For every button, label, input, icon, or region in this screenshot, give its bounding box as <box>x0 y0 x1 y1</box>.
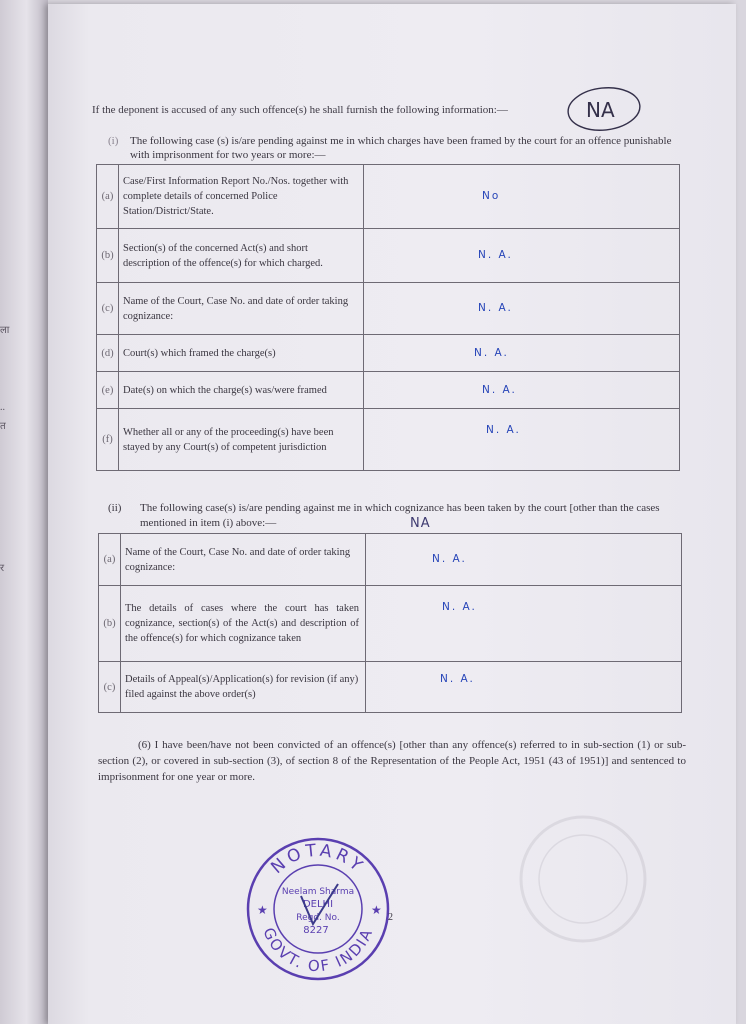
document-page <box>48 4 736 1024</box>
row-description: Name of the Court, Case No. and date of order taking cognizance: <box>119 283 364 335</box>
row-label: (b) <box>99 586 121 662</box>
paragraph-6-conviction: (6) I have been/have not been convicted of an offence(s) [other than any offence(s) referred to in sub-section (1) or sub-section (2), or covered in sub-section (3), of section 8 of the Representation of the People Act, 1951 (43 of 1951)] and sentenced to imprisonment for one year or more. <box>98 739 686 783</box>
row-label: (d) <box>97 335 119 372</box>
row-description: The details of cases where the court has taken cognizance, section(s) of the Act(s) and description of the offence(s) for which cognizance taken <box>121 586 366 662</box>
row-description: Date(s) on which the charge(s) was/were framed <box>119 372 364 409</box>
row-value <box>366 534 682 586</box>
item-i-number: (i) <box>108 135 119 147</box>
row-value <box>364 335 680 372</box>
adjacent-page-edge <box>0 0 48 1024</box>
row-label: (e) <box>97 372 119 409</box>
handwritten-value: N. A. <box>482 383 517 396</box>
table-row <box>97 165 680 229</box>
svg-text:★: ★ <box>371 903 382 917</box>
na-circled-annotation <box>564 84 642 134</box>
pending-charges-table <box>96 164 680 471</box>
handwritten-value: N. A. <box>478 302 513 314</box>
row-value <box>364 165 680 229</box>
handwritten-value: N. A. <box>474 346 509 359</box>
stamp-name: Neelam Sharma <box>281 887 355 897</box>
handwritten-value: N. A. <box>442 601 477 613</box>
stamp-place: DELHI <box>302 899 334 910</box>
row-description: Court(s) which framed the charge(s) <box>119 335 364 372</box>
row-label: (a) <box>99 534 121 586</box>
row-label: (f) <box>97 409 119 471</box>
table-row <box>97 409 680 471</box>
handwritten-value: N. A. <box>432 553 467 565</box>
row-value <box>364 409 680 471</box>
handwritten-value: N. A. <box>478 249 513 261</box>
notary-stamp <box>243 834 393 984</box>
row-label: (c) <box>97 283 119 335</box>
row-value <box>366 586 682 662</box>
table-row <box>97 372 680 409</box>
table-row <box>99 662 682 713</box>
row-value <box>364 283 680 335</box>
adjacent-page-fragment: र <box>0 563 5 574</box>
row-label: (b) <box>97 229 119 283</box>
row-description: Case/First Information Report No./Nos. together with complete details of concerned Police Station/District/State. <box>119 165 364 229</box>
row-label: (a) <box>97 165 119 229</box>
intro-text: If the deponent is accused of any such offence(s) he shall furnish the following information:— <box>92 104 508 116</box>
row-value <box>364 372 680 409</box>
row-description: Section(s) of the concerned Act(s) and short description of the offence(s) for which charged. <box>119 229 364 283</box>
svg-text:★: ★ <box>257 903 268 917</box>
item-i-text: The following case (s) is/are pending against me in which charges have been framed by the court for an offence punishable with imprisonment for two years or more:— <box>130 135 672 161</box>
stamp-regd: Regd. No. <box>296 913 340 923</box>
table-row <box>97 229 680 283</box>
row-description: Name of the Court, Case No. and date of order taking cognizance: <box>121 534 366 586</box>
row-description: Whether all or any of the proceeding(s) have been stayed by any Court(s) of competent jurisdiction <box>119 409 364 471</box>
row-value <box>366 662 682 713</box>
handwritten-value: N. A. <box>440 673 475 685</box>
cognizance-cases-table <box>98 533 682 713</box>
stamp-top-text: NOTARY <box>267 840 369 879</box>
handwritten-value: N. A. <box>486 424 521 436</box>
adjacent-page-fragment: ला <box>0 325 10 336</box>
na-mark-text: NA <box>586 98 615 122</box>
table-row <box>97 335 680 372</box>
row-description: Details of Appeal(s)/Application(s) for revision (if any) filed against the above order(s) <box>121 662 366 713</box>
na-handwritten-note: NA <box>410 516 431 531</box>
table-row <box>99 534 682 586</box>
handwritten-value: No <box>482 190 501 202</box>
stamp-regno: 8227 <box>303 925 329 936</box>
item-ii-number: (ii) <box>108 502 122 514</box>
stamp-bottom-text: GOVT. OF INDIA <box>259 924 377 976</box>
row-value <box>364 229 680 283</box>
svg-text:NOTARY <box>267 841 369 878</box>
bleed-through-stamp <box>513 809 653 949</box>
table-row <box>99 586 682 662</box>
row-label: (c) <box>99 662 121 713</box>
table-row <box>97 283 680 335</box>
adjacent-page-fragment: त <box>0 421 6 432</box>
page-number: 2 <box>388 912 393 923</box>
adjacent-page-fragment: .. <box>0 402 5 413</box>
item-ii-text: The following case(s) is/are pending against me in which cognizance has been taken by the court [other than the cases mentioned in item (i) above:— <box>140 502 660 529</box>
